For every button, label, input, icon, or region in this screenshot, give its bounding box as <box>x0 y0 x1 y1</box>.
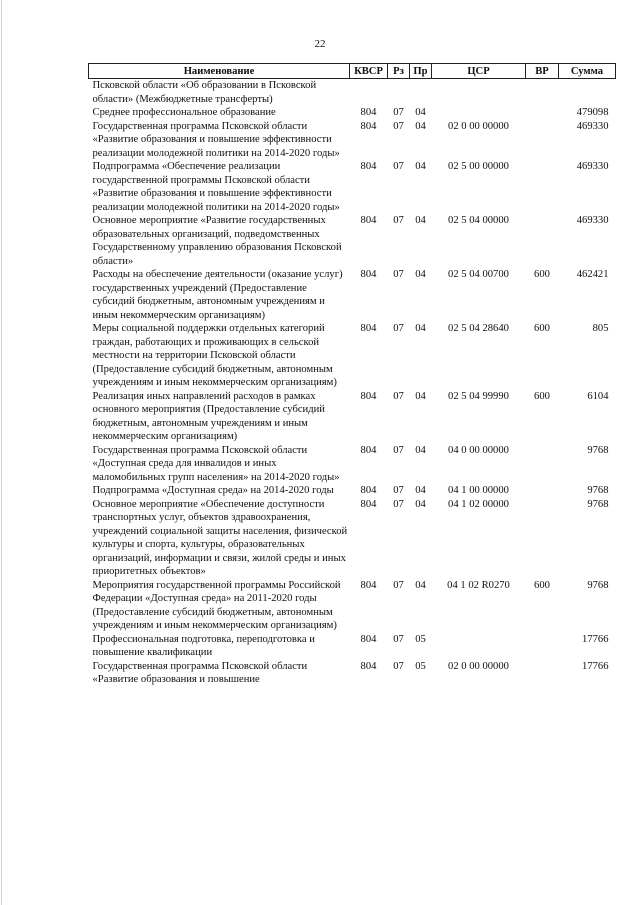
row-vr: 600 <box>534 323 550 334</box>
table-row <box>89 120 616 161</box>
row-name: Государственная программа Псковской области «Развитие образования и повышение эффективности реализации молодежной политики на 2014-2020 годы» <box>92 120 340 159</box>
row-pr: 04 <box>415 269 426 280</box>
row-sum: 17766 <box>582 660 609 672</box>
row-vr <box>526 214 559 268</box>
row-vr: 600 <box>534 390 550 402</box>
page-number: 22 <box>314 38 326 50</box>
row-sum: 17766 <box>582 633 609 645</box>
header-kvsr: КВСР <box>350 64 388 79</box>
header-vr: ВР <box>526 64 559 79</box>
row-sum: 479098 <box>576 107 609 118</box>
row-vr <box>526 160 559 214</box>
row-rz: 07 <box>393 485 404 496</box>
row-vr <box>526 660 559 687</box>
row-rz: 07 <box>393 498 404 510</box>
row-csr: 02 5 00 00000 <box>448 161 509 172</box>
table-row <box>89 106 616 120</box>
row-sum: 805 <box>592 323 609 334</box>
row-pr: 04 <box>415 485 426 496</box>
row-kvsr: 804 <box>360 269 377 280</box>
table-row <box>89 160 616 214</box>
row-name: Основное мероприятие «Развитие государственных образовательных организаций, подведомственных Государственному управлению образования Псковской области» <box>92 215 342 267</box>
row-rz: 07 <box>393 633 404 645</box>
row-kvsr: 804 <box>360 444 377 456</box>
row-rz: 07 <box>393 107 404 118</box>
row-sum: 6104 <box>587 390 609 402</box>
row-vr <box>526 106 559 120</box>
row-csr <box>432 633 526 660</box>
row-sum: 9768 <box>587 444 609 456</box>
row-pr <box>410 79 432 107</box>
table-row <box>89 579 616 633</box>
row-vr <box>526 498 559 579</box>
table-row <box>89 214 616 268</box>
row-rz: 07 <box>393 215 404 226</box>
row-vr: 600 <box>534 269 550 280</box>
row-sum: 9768 <box>587 579 609 591</box>
row-name: Государственная программа Псковской области «Доступная среда для инвалидов и иных маломобильных групп населения» на 2014-2020 годы» <box>92 444 340 483</box>
row-csr: 04 1 00 00000 <box>448 485 509 496</box>
row-pr: 04 <box>415 390 426 402</box>
table-row <box>89 484 616 498</box>
table-row <box>89 390 616 444</box>
row-kvsr: 804 <box>360 161 377 172</box>
row-kvsr: 804 <box>360 660 377 672</box>
table-body <box>89 79 616 687</box>
budget-table <box>88 63 616 687</box>
table-row <box>89 498 616 579</box>
row-pr: 04 <box>415 161 426 172</box>
row-pr: 04 <box>415 498 426 510</box>
row-pr: 05 <box>415 660 426 672</box>
row-kvsr: 804 <box>360 107 377 118</box>
row-pr: 05 <box>415 633 426 645</box>
row-sum <box>559 79 616 107</box>
row-sum: 462421 <box>576 269 609 280</box>
table-row <box>89 79 616 107</box>
row-csr: 02 5 04 00000 <box>448 215 509 226</box>
row-kvsr: 804 <box>360 390 377 402</box>
row-rz: 07 <box>393 323 404 334</box>
row-pr: 04 <box>415 444 426 456</box>
row-sum: 9768 <box>587 498 609 510</box>
row-sum: 9768 <box>587 485 609 496</box>
table-row <box>89 633 616 660</box>
row-vr <box>526 120 559 161</box>
row-vr <box>526 444 559 485</box>
row-pr: 04 <box>415 215 426 226</box>
table-row <box>89 322 616 390</box>
row-kvsr: 804 <box>360 120 377 132</box>
row-kvsr: 804 <box>360 633 377 645</box>
row-name: Расходы на обеспечение деятельности (оказание услуг) государственных учреждений (Предоставление субсидий бюджетным, автономным учреждениям и иным некоммерческим организациям) <box>92 269 343 321</box>
row-kvsr: 804 <box>360 498 377 510</box>
row-sum: 469330 <box>576 215 609 226</box>
row-rz: 07 <box>393 390 404 402</box>
header-csr: ЦСР <box>432 64 526 79</box>
header-pr: Пр <box>410 64 432 79</box>
header-rz: Рз <box>388 64 410 79</box>
row-rz <box>388 79 410 107</box>
row-pr: 04 <box>415 323 426 334</box>
row-kvsr: 804 <box>360 579 377 591</box>
row-kvsr: 804 <box>360 485 377 496</box>
row-name: Основное мероприятие «Обеспечение доступности транспортных услуг, объектов здравоохранения, учреждений социальной защиты населения, физической культуры и спорта, культуры, образовательных организаций, информации и связи, жилой среды и иных приоритетных объектов» <box>92 498 348 577</box>
row-rz: 07 <box>393 161 404 172</box>
row-csr <box>432 106 526 120</box>
row-name: Мероприятия государственной программы Российской Федерации «Доступная среда» на 2011-2020 годы (Предоставление субсидий бюджетным, автономным учреждениям и иным некоммерческим организациям) <box>92 579 341 631</box>
row-csr: 04 1 02 R0270 <box>447 579 510 591</box>
row-vr <box>526 633 559 660</box>
row-sum: 469330 <box>576 161 609 172</box>
row-name: Среднее профессиональное образование <box>92 107 276 118</box>
row-vr: 600 <box>534 579 550 591</box>
row-rz: 07 <box>393 444 404 456</box>
row-vr <box>526 79 559 107</box>
row-sum: 469330 <box>576 120 609 132</box>
row-name: Псковской области «Об образовании в Псковской области» (Межбюджетные трансферты) <box>92 80 317 105</box>
table-header-row <box>89 64 616 79</box>
row-rz: 07 <box>393 579 404 591</box>
row-pr: 04 <box>415 120 426 132</box>
row-kvsr <box>350 79 388 107</box>
table-row <box>89 660 616 687</box>
row-csr <box>432 79 526 107</box>
header-name: Наименование <box>89 64 350 79</box>
table-row <box>89 444 616 485</box>
row-name: Профессиональная подготовка, переподготовка и повышение квалификации <box>92 633 315 658</box>
row-csr: 02 0 00 00000 <box>448 660 509 672</box>
row-kvsr: 804 <box>360 215 377 226</box>
row-csr: 02 5 04 00700 <box>448 269 509 280</box>
row-vr <box>526 484 559 498</box>
row-csr: 04 1 02 00000 <box>448 498 509 510</box>
scan-edge-line <box>1 0 2 905</box>
row-csr: 04 0 00 00000 <box>448 444 509 456</box>
row-name: Реализация иных направлений расходов в рамках основного мероприятия (Предоставление субсидий бюджетным, автономным учреждениям и иным некоммерческим организациям) <box>92 390 325 442</box>
row-rz: 07 <box>393 660 404 672</box>
row-name: Подпрограмма «Доступная среда» на 2014-2020 годы <box>92 485 334 496</box>
row-rz: 07 <box>393 120 404 132</box>
row-csr: 02 5 04 28640 <box>448 323 509 334</box>
table-row <box>89 268 616 322</box>
row-pr: 04 <box>415 107 426 118</box>
header-sum: Сумма <box>559 64 616 79</box>
row-name: Меры социальной поддержки отдельных категорий граждан, работающих и проживающих в сельской местности на территории Псковской области (Предоставление субсидий бюджетным, автономным учреждениям и иным некоммерческим организациям) <box>92 323 337 388</box>
row-name: Государственная программа Псковской области «Развитие образования и повышение <box>92 660 308 685</box>
row-rz: 07 <box>393 269 404 280</box>
row-pr: 04 <box>415 579 426 591</box>
row-csr: 02 0 00 00000 <box>448 120 509 132</box>
row-csr: 02 5 04 99990 <box>448 390 509 402</box>
row-name: Подпрограмма «Обеспечение реализации государственной программы Псковской области «Развитие образования и повышение эффективности реализации молодежной политики на 2014-2020 годы» <box>92 161 340 213</box>
row-kvsr: 804 <box>360 323 377 334</box>
